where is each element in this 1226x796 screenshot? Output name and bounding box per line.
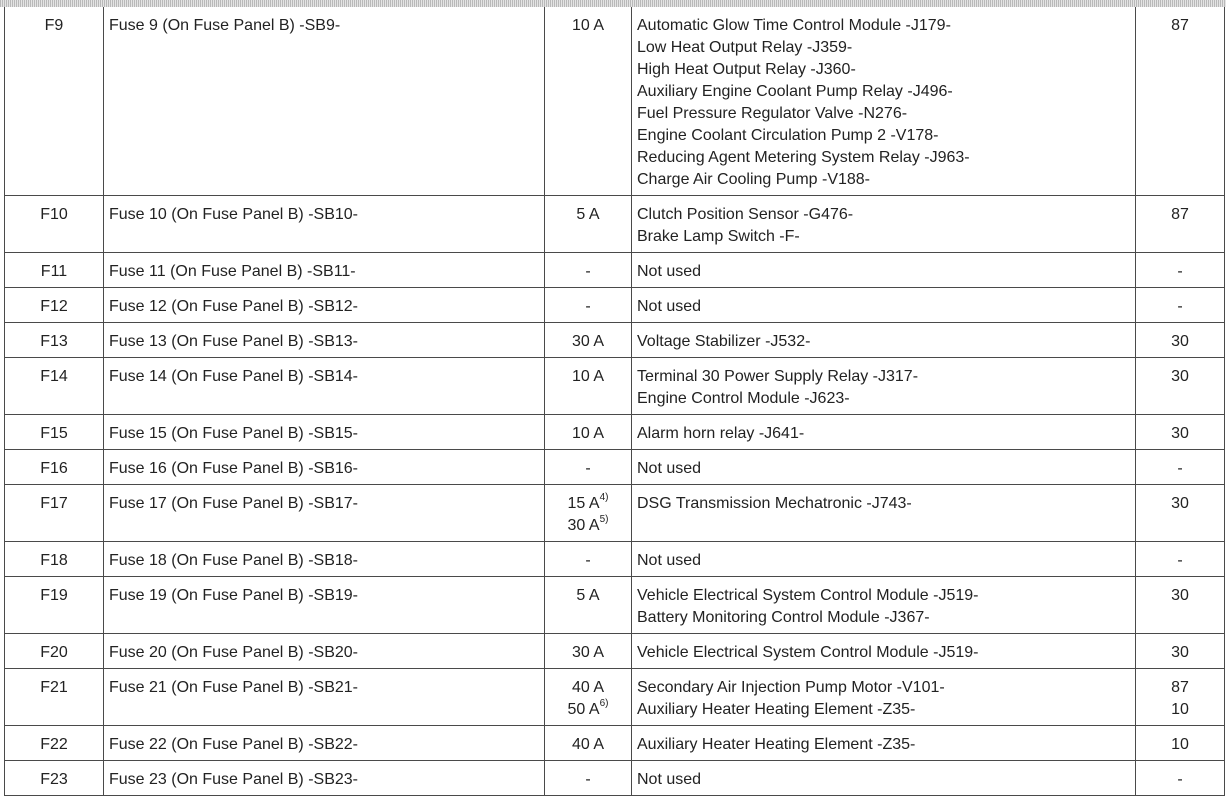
component-line: Auxiliary Heater Heating Element -Z35-: [637, 736, 916, 753]
fuse-description-cell: Fuse 9 (On Fuse Panel B) -SB9-: [104, 7, 545, 196]
amperage-value: 5 A: [576, 206, 600, 223]
amperage-line: [550, 15, 626, 37]
component-line: Engine Control Module -J623-: [637, 390, 850, 407]
amperage-value: -: [585, 552, 591, 569]
amperage-value: 40 A: [571, 736, 605, 753]
component-line: Not used: [637, 771, 702, 788]
terminal-line: 30: [1171, 644, 1189, 661]
fuse-terminal-cell: [1136, 358, 1225, 415]
amperage-line: [550, 366, 626, 388]
fuse-terminal-cell: [1136, 450, 1225, 485]
component-line: Vehicle Electrical System Control Module -J519-: [637, 644, 979, 661]
component-line: Auxiliary Heater Heating Element -Z35-: [637, 701, 916, 718]
component-line: High Heat Output Relay -J360-: [637, 61, 856, 78]
fuse-terminal-cell: [1136, 415, 1225, 450]
fuse-terminal-cell: [1136, 485, 1225, 542]
terminal-line: 30: [1171, 368, 1189, 385]
fuse-id-cell: F9: [5, 7, 104, 196]
amperage-value: 40 A: [571, 679, 605, 696]
fuse-components-cell: [632, 542, 1136, 577]
fuse-components-cell: [632, 253, 1136, 288]
amperage-line: [550, 515, 626, 537]
fuse-terminal-cell: [1136, 761, 1225, 796]
fuse-description-cell: Fuse 23 (On Fuse Panel B) -SB23-: [104, 761, 545, 796]
fuse-id-cell: F10: [5, 196, 104, 253]
component-line: Terminal 30 Power Supply Relay -J317-: [637, 368, 919, 385]
fuse-description-cell: Fuse 13 (On Fuse Panel B) -SB13-: [104, 323, 545, 358]
terminal-line: 10: [1171, 736, 1189, 753]
amperage-line: [550, 331, 626, 353]
fuse-terminal-cell: [1136, 577, 1225, 634]
amperage-line: [550, 550, 626, 572]
amperage-value: 30 A: [567, 517, 600, 534]
component-line: Charge Air Cooling Pump -V188-: [637, 171, 871, 188]
terminal-line: 30: [1171, 425, 1189, 442]
fuse-amperage-cell: [545, 358, 632, 415]
fuse-amperage-cell: [545, 726, 632, 761]
terminal-line: 30: [1171, 495, 1189, 512]
fuse-description-cell: Fuse 10 (On Fuse Panel B) -SB10-: [104, 196, 545, 253]
table-row: [5, 726, 1225, 761]
amperage-line: [550, 585, 626, 607]
amperage-line: [550, 204, 626, 226]
amperage-value: -: [585, 263, 591, 280]
component-line: Engine Coolant Circulation Pump 2 -V178-: [637, 127, 939, 144]
fuse-description-cell: Fuse 22 (On Fuse Panel B) -SB22-: [104, 726, 545, 761]
fuse-amperage-cell: [545, 485, 632, 542]
component-line: Vehicle Electrical System Control Module -J519-: [637, 587, 979, 604]
amperage-line: [550, 296, 626, 318]
component-line: Brake Lamp Switch -F-: [637, 228, 800, 245]
component-line: Not used: [637, 552, 702, 569]
component-line: Not used: [637, 298, 702, 315]
fuse-terminal-cell: [1136, 542, 1225, 577]
fuse-components-cell: [632, 358, 1136, 415]
fuse-terminal-cell: [1136, 634, 1225, 669]
component-line: Reducing Agent Metering System Relay -J963-: [637, 149, 970, 166]
fuse-description-cell: Fuse 21 (On Fuse Panel B) -SB21-: [104, 669, 545, 726]
terminal-line: -: [1177, 771, 1183, 788]
terminal-line: -: [1177, 263, 1183, 280]
amperage-value: -: [585, 460, 591, 477]
fuse-table: [4, 7, 1225, 796]
amperage-line: [550, 261, 626, 283]
fuse-components-cell: [632, 634, 1136, 669]
fuse-components-cell: [632, 726, 1136, 761]
footnote-marker: 6): [599, 697, 609, 709]
fuse-amperage-cell: [545, 196, 632, 253]
component-line: Automatic Glow Time Control Module -J179-: [637, 17, 951, 34]
table-row: [5, 450, 1225, 485]
fuse-id-cell: F19: [5, 577, 104, 634]
component-line: Alarm horn relay -J641-: [637, 425, 805, 442]
table-row: [5, 761, 1225, 796]
table-row: [5, 253, 1225, 288]
fuse-components-cell: [632, 577, 1136, 634]
fuse-id-cell: F21: [5, 669, 104, 726]
table-row: [5, 358, 1225, 415]
amperage-line: [550, 458, 626, 480]
component-line: Not used: [637, 460, 702, 477]
fuse-components-cell: [632, 7, 1136, 196]
component-line: Battery Monitoring Control Module -J367-: [637, 609, 930, 626]
fuse-amperage-cell: [545, 542, 632, 577]
fuse-amperage-cell: [545, 7, 632, 196]
table-row: [5, 288, 1225, 323]
component-line: Voltage Stabilizer -J532-: [637, 333, 811, 350]
component-line: Low Heat Output Relay -J359-: [637, 39, 853, 56]
table-row: [5, 577, 1225, 634]
terminal-line: -: [1177, 552, 1183, 569]
amperage-line: [550, 642, 626, 664]
fuse-amperage-cell: [545, 761, 632, 796]
fuse-terminal-cell: [1136, 726, 1225, 761]
fuse-terminal-cell: [1136, 7, 1225, 196]
component-line: Not used: [637, 263, 702, 280]
fuse-amperage-cell: [545, 288, 632, 323]
fuse-id-cell: F14: [5, 358, 104, 415]
component-line: Auxiliary Engine Coolant Pump Relay -J496-: [637, 83, 953, 100]
fuse-id-cell: F17: [5, 485, 104, 542]
fuse-amperage-cell: [545, 577, 632, 634]
amperage-line: [550, 699, 626, 721]
fuse-description-cell: Fuse 19 (On Fuse Panel B) -SB19-: [104, 577, 545, 634]
fuse-components-cell: [632, 323, 1136, 358]
fuse-description-cell: Fuse 20 (On Fuse Panel B) -SB20-: [104, 634, 545, 669]
amperage-line: [550, 769, 626, 791]
amperage-value: 30 A: [571, 333, 605, 350]
top-border-strip: [0, 0, 1226, 7]
table-row: [5, 7, 1225, 196]
fuse-terminal-cell: [1136, 253, 1225, 288]
amperage-line: [550, 734, 626, 756]
fuse-terminal-cell: [1136, 196, 1225, 253]
fuse-description-cell: Fuse 16 (On Fuse Panel B) -SB16-: [104, 450, 545, 485]
fuse-components-cell: [632, 196, 1136, 253]
table-row: [5, 323, 1225, 358]
table-row: [5, 415, 1225, 450]
footnote-marker: 4): [599, 491, 609, 503]
fuse-id-cell: F16: [5, 450, 104, 485]
amperage-value: -: [585, 298, 591, 315]
component-line: DSG Transmission Mechatronic -J743-: [637, 495, 912, 512]
component-line: Clutch Position Sensor -G476-: [637, 206, 854, 223]
amperage-value: 10 A: [571, 17, 605, 34]
fuse-amperage-cell: [545, 669, 632, 726]
fuse-description-cell: Fuse 12 (On Fuse Panel B) -SB12-: [104, 288, 545, 323]
terminal-line: 30: [1171, 333, 1189, 350]
fuse-id-cell: F11: [5, 253, 104, 288]
component-line: Secondary Air Injection Pump Motor -V101-: [637, 679, 945, 696]
fuse-description-cell: Fuse 14 (On Fuse Panel B) -SB14-: [104, 358, 545, 415]
fuse-id-cell: F23: [5, 761, 104, 796]
table-row: [5, 196, 1225, 253]
terminal-line: 87: [1171, 679, 1189, 696]
table-row: [5, 542, 1225, 577]
amperage-line: [550, 423, 626, 445]
fuse-id-cell: F22: [5, 726, 104, 761]
terminal-line: 10: [1171, 701, 1189, 718]
footnote-marker: 5): [599, 513, 609, 525]
amperage-value: 30 A: [571, 644, 605, 661]
terminal-line: 87: [1171, 17, 1189, 34]
amperage-line: [550, 493, 626, 515]
fuse-description-cell: Fuse 15 (On Fuse Panel B) -SB15-: [104, 415, 545, 450]
fuse-amperage-cell: [545, 415, 632, 450]
fuse-components-cell: [632, 415, 1136, 450]
terminal-line: 87: [1171, 206, 1189, 223]
fuse-id-cell: F13: [5, 323, 104, 358]
component-line: Fuel Pressure Regulator Valve -N276-: [637, 105, 908, 122]
amperage-value: 10 A: [571, 425, 605, 442]
terminal-line: 30: [1171, 587, 1189, 604]
amperage-value: 50 A: [567, 701, 600, 718]
fuse-table-body: [5, 7, 1225, 796]
fuse-terminal-cell: [1136, 323, 1225, 358]
fuse-id-cell: F15: [5, 415, 104, 450]
fuse-id-cell: F20: [5, 634, 104, 669]
fuse-components-cell: [632, 288, 1136, 323]
fuse-description-cell: Fuse 18 (On Fuse Panel B) -SB18-: [104, 542, 545, 577]
amperage-value: 15 A: [567, 495, 600, 512]
amperage-value: 5 A: [576, 587, 600, 604]
fuse-components-cell: [632, 485, 1136, 542]
fuse-components-cell: [632, 669, 1136, 726]
fuse-id-cell: F12: [5, 288, 104, 323]
fuse-terminal-cell: [1136, 288, 1225, 323]
table-row: [5, 669, 1225, 726]
fuse-amperage-cell: [545, 450, 632, 485]
amperage-value: 10 A: [571, 368, 605, 385]
fuse-components-cell: [632, 450, 1136, 485]
amperage-value: -: [585, 771, 591, 788]
fuse-amperage-cell: [545, 634, 632, 669]
terminal-line: -: [1177, 460, 1183, 477]
fuse-amperage-cell: [545, 253, 632, 288]
fuse-description-cell: Fuse 17 (On Fuse Panel B) -SB17-: [104, 485, 545, 542]
terminal-line: -: [1177, 298, 1183, 315]
table-row: [5, 485, 1225, 542]
fuse-terminal-cell: [1136, 669, 1225, 726]
table-row: [5, 634, 1225, 669]
fuse-amperage-cell: [545, 323, 632, 358]
amperage-line: [550, 677, 626, 699]
fuse-components-cell: [632, 761, 1136, 796]
fuse-description-cell: Fuse 11 (On Fuse Panel B) -SB11-: [104, 253, 545, 288]
fuse-id-cell: F18: [5, 542, 104, 577]
